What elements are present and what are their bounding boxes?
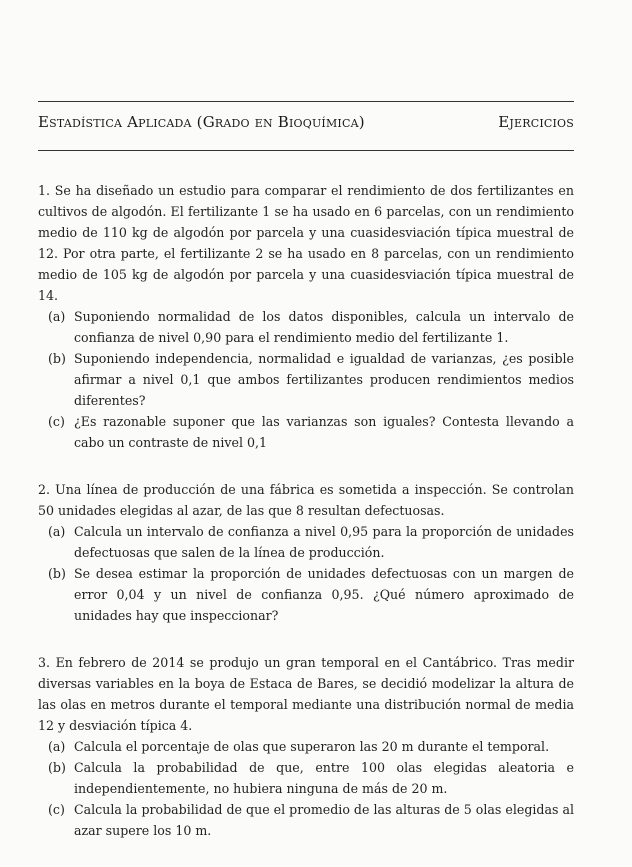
item-text: Suponiendo independencia, normalidad e igualdad de varianzas, ¿es posible afirmar a nivel 0,1 que ambos fertilizantes producen rendimientos medios diferentes? bbox=[74, 351, 574, 408]
course-title: Estadística Aplicada (Grado en Bioquímica) bbox=[38, 113, 365, 131]
item-text: Calcula la probabilidad de que, entre 100 olas elegidas aleatoria e independientemente, no hubiera ninguna de más de 20 m. bbox=[74, 760, 574, 796]
item-text: Calcula el porcentaje de olas que superaron las 20 m durante el temporal. bbox=[74, 739, 550, 754]
exercise-item bbox=[38, 521, 574, 563]
item-label: (b) bbox=[48, 351, 66, 366]
exercise-items bbox=[38, 521, 574, 626]
item-text: Suponiendo normalidad de los datos disponibles, calcula un intervalo de confianza de nivel 0,90 para el rendimiento medio del fertilizante 1. bbox=[74, 309, 574, 345]
item-label: (c) bbox=[48, 414, 65, 429]
item-label: (a) bbox=[48, 309, 66, 324]
page-header bbox=[38, 113, 574, 131]
exercise-item bbox=[38, 757, 574, 799]
item-label: (b) bbox=[48, 566, 66, 581]
exercise-items bbox=[38, 736, 574, 841]
exercise-item bbox=[38, 736, 574, 757]
header-bottom-rule bbox=[38, 150, 574, 151]
exercise-statement: 3. En febrero de 2014 se produjo un gran temporal en el Cantábrico. Tras medir diversas variables en la boya de Estaca de Bares, se decidió modelizar la altura de las olas en metros durante el temporal mediante una distribución normal de media 12 y desviación típica 4. bbox=[38, 655, 574, 733]
exercise-items bbox=[38, 306, 574, 453]
exercise-list bbox=[38, 180, 574, 867]
item-label: (b) bbox=[48, 760, 66, 775]
exercise-item bbox=[38, 411, 574, 453]
exercise-item bbox=[38, 563, 574, 626]
section-title: Ejercicios bbox=[498, 113, 574, 131]
item-text: ¿Es razonable suponer que las varianzas son iguales? Contesta llevando a cabo un contraste de nivel 0,1 bbox=[74, 414, 574, 450]
item-label: (a) bbox=[48, 739, 66, 754]
header-top-rule bbox=[38, 101, 574, 102]
exercise-item bbox=[38, 348, 574, 411]
item-text: Se desea estimar la proporción de unidades defectuosas con un margen de error 0,04 y un nivel de confianza 0,95. ¿Qué número aproximado de unidades hay que inspeccionar? bbox=[74, 566, 574, 623]
exercise-item bbox=[38, 306, 574, 348]
item-label: (c) bbox=[48, 802, 65, 817]
item-text: Calcula un intervalo de confianza a nivel 0,95 para la proporción de unidades defectuosas que salen de la línea de producción. bbox=[74, 524, 574, 560]
exercise-item bbox=[38, 799, 574, 841]
exercise-2 bbox=[38, 479, 574, 626]
item-text: Calcula la probabilidad de que el promedio de las alturas de 5 olas elegidas al azar supere los 10 m. bbox=[74, 802, 574, 838]
exercise-1 bbox=[38, 180, 574, 453]
item-label: (a) bbox=[48, 524, 66, 539]
exercise-3 bbox=[38, 652, 574, 841]
exercise-statement: 1. Se ha diseñado un estudio para comparar el rendimiento de dos fertilizantes en cultivos de algodón. El fertilizante 1 se ha usado en 6 parcelas, con un rendimiento medio de 110 kg de algodón por parcela y una cuasidesviación típica muestral de 12. Por otra parte, el fertilizante 2 se ha usado en 8 parcelas, con un rendimiento medio de 105 kg de algodón por parcela y una cuasidesviación típica muestral de 14. bbox=[38, 183, 574, 303]
exercise-statement: 2. Una línea de producción de una fábrica es sometida a inspección. Se controlan 50 unidades elegidas al azar, de las que 8 resultan defectuosas. bbox=[38, 482, 574, 518]
